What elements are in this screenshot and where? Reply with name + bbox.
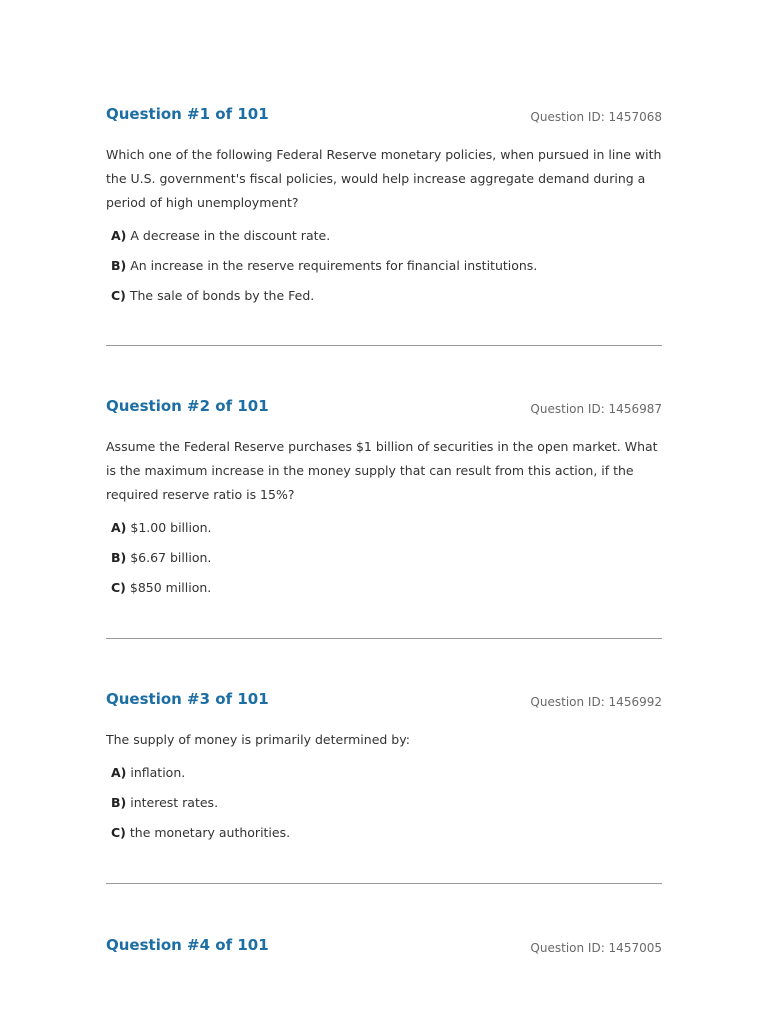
choice-text: the monetary authorities.: [129, 825, 291, 840]
question-id: Question ID: 1456992: [530, 695, 662, 709]
answer-choice-c[interactable]: [111, 579, 662, 609]
choice-text: $6.67 billion.: [130, 550, 212, 565]
choice-text: The sale of bonds by the Fed.: [129, 288, 315, 303]
answer-choice-a[interactable]: [111, 227, 662, 257]
choice-text: $850 million.: [129, 580, 212, 595]
choice-letter: C): [111, 288, 126, 303]
answer-choice-c[interactable]: [111, 287, 662, 317]
choice-letter: B): [111, 550, 127, 565]
answer-choice-a[interactable]: [111, 764, 662, 794]
section-divider: [106, 638, 662, 639]
question-block-4: [106, 936, 662, 960]
choice-text: interest rates.: [130, 795, 219, 810]
choice-letter: A): [111, 228, 127, 243]
choice-letter: A): [111, 520, 127, 535]
choice-letter: B): [111, 258, 127, 273]
question-title: Question #1 of 101: [106, 105, 269, 123]
question-header: [106, 397, 662, 421]
answer-choice-b[interactable]: [111, 257, 662, 287]
question-text: Which one of the following Federal Reserve monetary policies, when pursued in line with the U.S. government's fiscal policies, would help increase aggregate demand during a period of high unemployment?: [106, 147, 662, 210]
answer-choices: [111, 764, 662, 854]
question-header: [106, 105, 662, 129]
answer-choices: [111, 519, 662, 609]
question-text: Assume the Federal Reserve purchases $1 billion of securities in the open market. What is the maximum increase in the money supply that can result from this action, if the required reserve ratio is 15%?: [106, 439, 658, 502]
question-id: Question ID: 1457005: [530, 941, 662, 955]
question-id: Question ID: 1456987: [530, 402, 662, 416]
question-header: [106, 936, 662, 960]
answer-choice-a[interactable]: [111, 519, 662, 549]
choice-text: A decrease in the discount rate.: [130, 228, 331, 243]
answer-choice-b[interactable]: [111, 794, 662, 824]
choice-text: inflation.: [130, 765, 186, 780]
question-block-1: [106, 105, 662, 317]
question-header: [106, 690, 662, 714]
question-title: Question #3 of 101: [106, 690, 269, 708]
question-text: The supply of money is primarily determined by:: [106, 732, 410, 747]
question-title: Question #2 of 101: [106, 397, 269, 415]
choice-letter: C): [111, 580, 126, 595]
choice-letter: A): [111, 765, 127, 780]
section-divider: [106, 883, 662, 884]
answer-choice-b[interactable]: [111, 549, 662, 579]
answer-choices: [111, 227, 662, 317]
question-block-2: [106, 397, 662, 609]
question-id: Question ID: 1457068: [530, 110, 662, 124]
answer-choice-c[interactable]: [111, 824, 662, 854]
section-divider: [106, 345, 662, 346]
choice-text: $1.00 billion.: [130, 520, 212, 535]
choice-letter: C): [111, 825, 126, 840]
choice-letter: B): [111, 795, 127, 810]
question-block-3: [106, 690, 662, 854]
question-title: Question #4 of 101: [106, 936, 269, 954]
choice-text: An increase in the reserve requirements for financial institutions.: [130, 258, 538, 273]
